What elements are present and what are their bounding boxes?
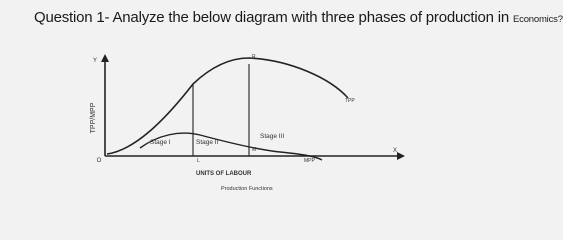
m-point-label: M (252, 147, 257, 153)
stage-3-label: Stage III (260, 133, 285, 140)
stage-1-label: Stage I (150, 139, 171, 146)
tpp-curve (107, 58, 348, 154)
origin-label: O (96, 158, 102, 164)
question-text-tail: Economics? (513, 14, 563, 25)
x-axis-letter: X (392, 148, 398, 154)
x-axis-caption: UNITS OF LABOUR (196, 171, 252, 177)
y-axis-label: TPP/MPP (90, 102, 97, 134)
mpp-label: MPP (304, 158, 315, 164)
diagram-caption: Production Functions (221, 186, 273, 192)
y-axis-arrow (101, 54, 109, 62)
question-text: Question 1- Analyze the below diagram with three phases of production in (34, 9, 514, 26)
tpp-label: TPP (345, 98, 355, 104)
x-axis-arrow (397, 152, 405, 160)
y-axis-letter: Y (92, 58, 98, 64)
l-point-label: L (197, 158, 200, 164)
stage-2-label: Stage II (196, 139, 219, 146)
peak-point-label: R (252, 54, 256, 60)
